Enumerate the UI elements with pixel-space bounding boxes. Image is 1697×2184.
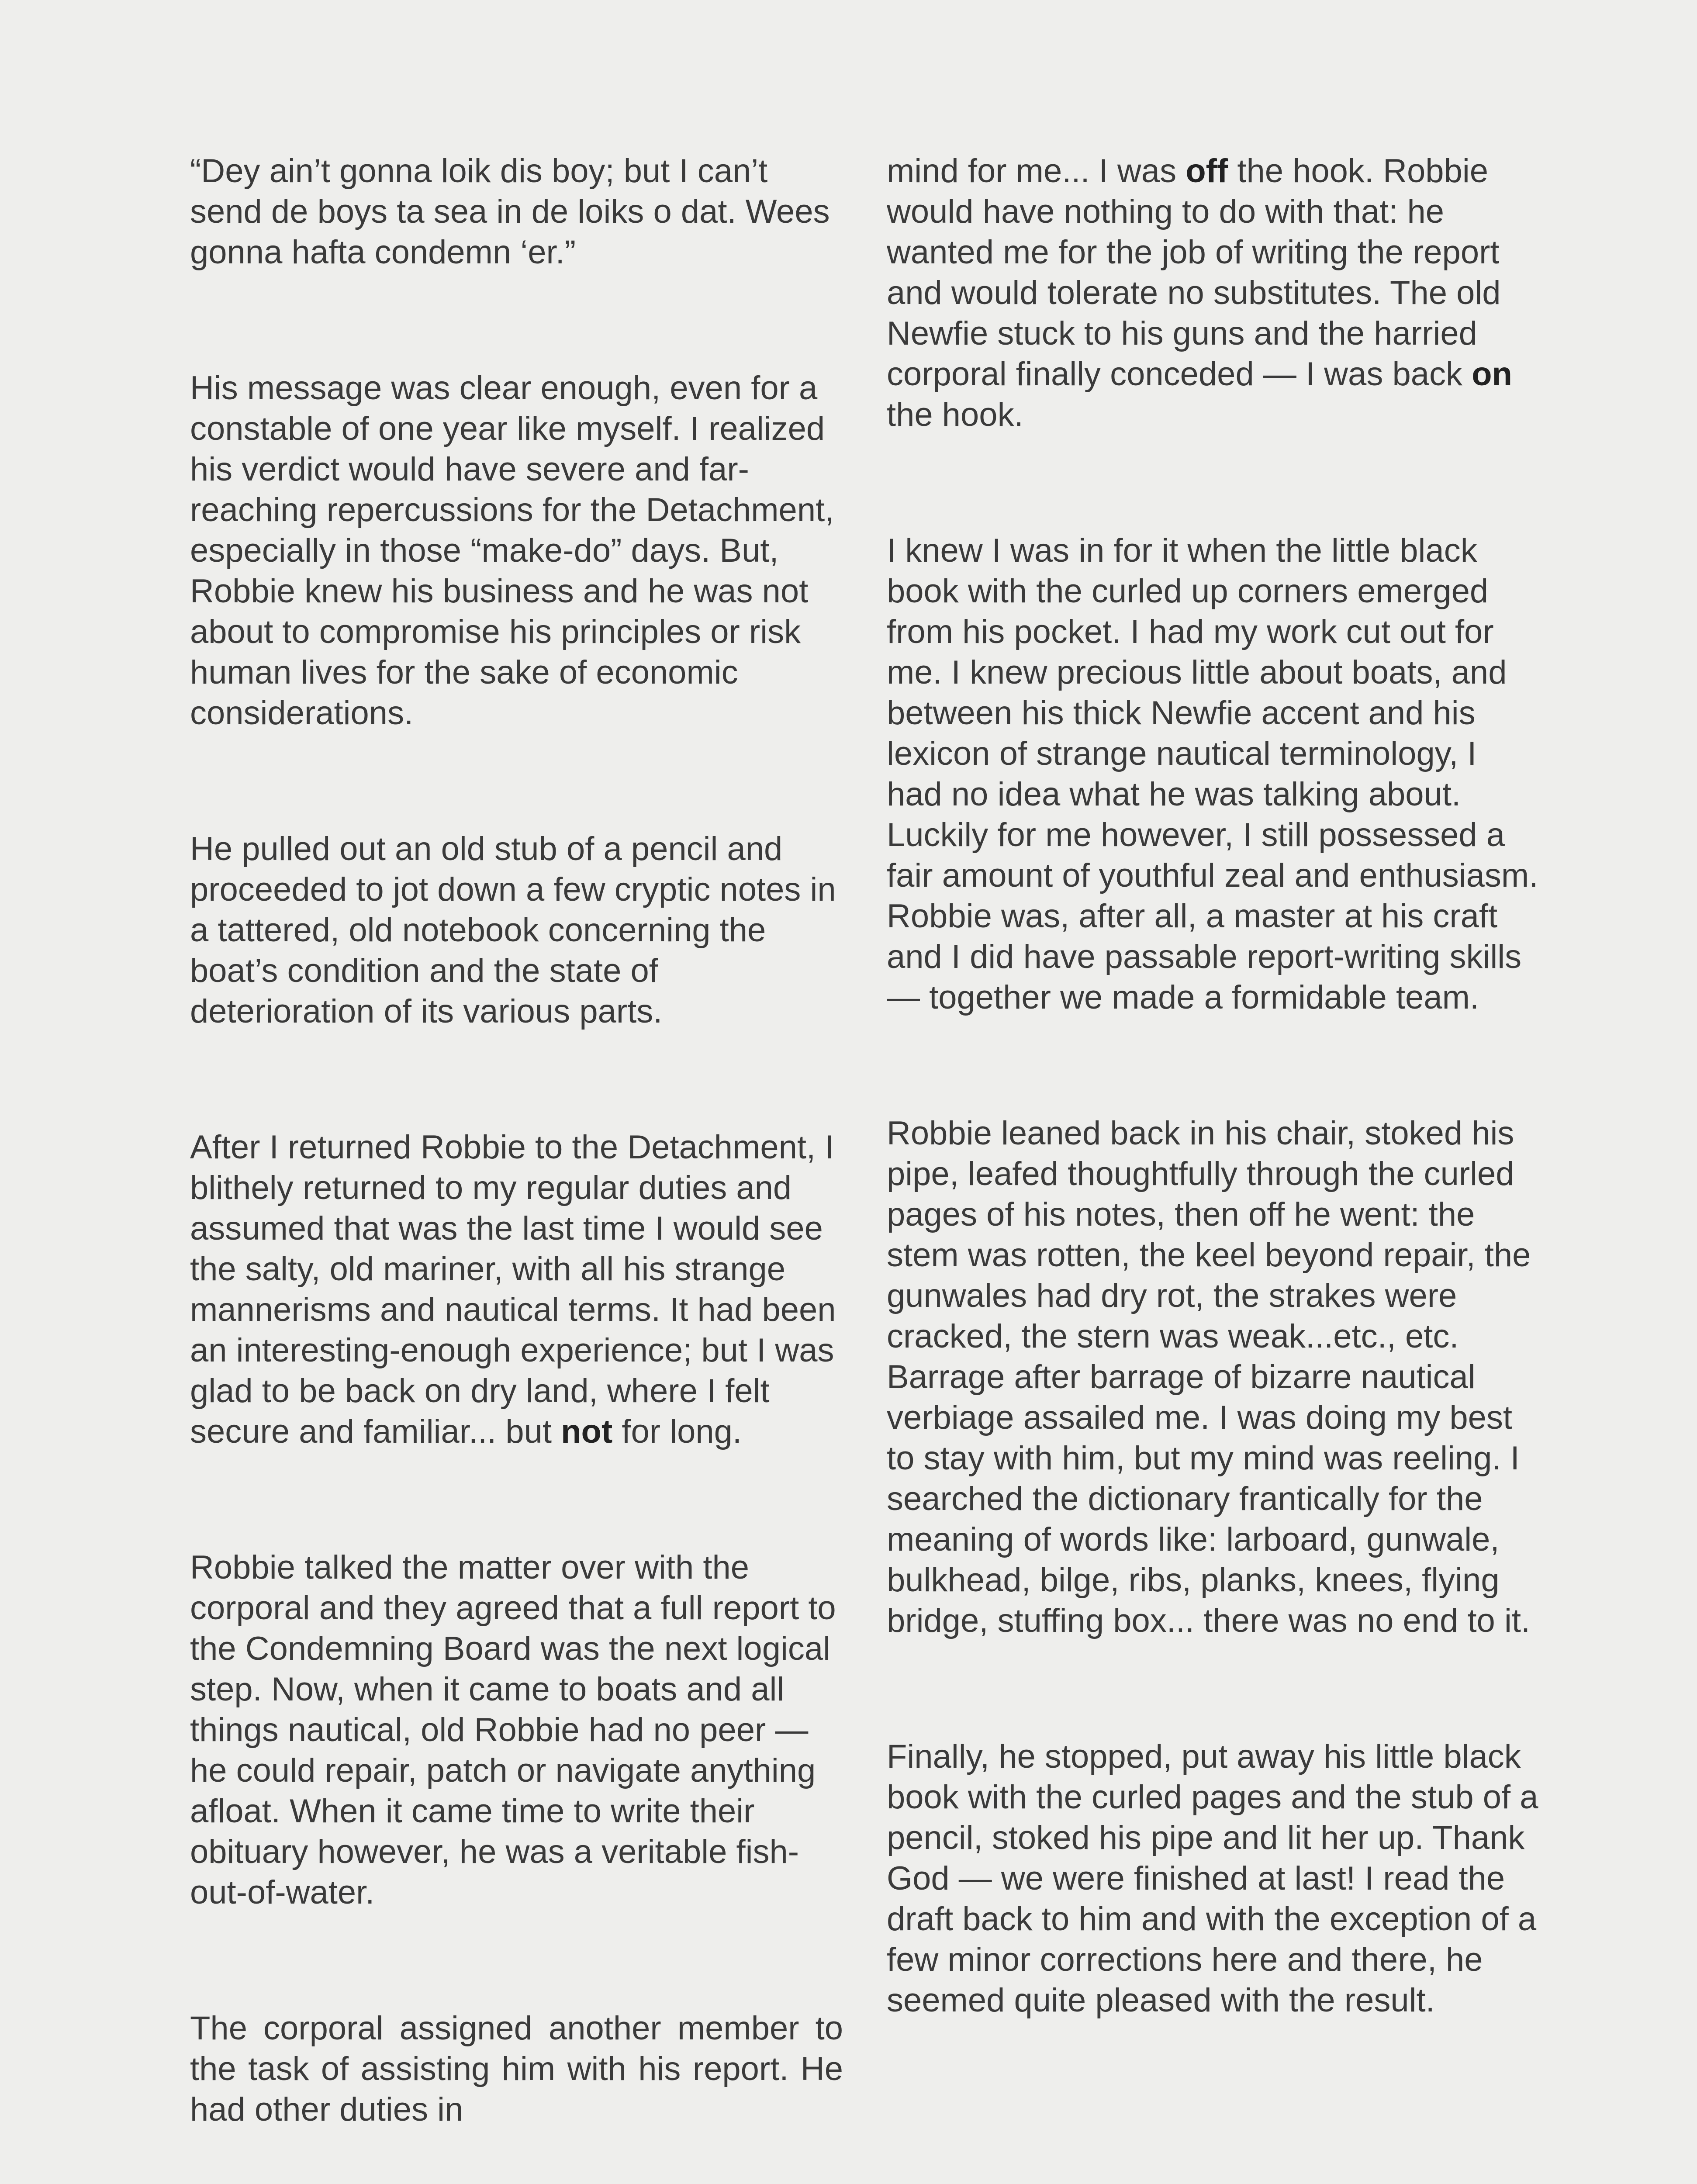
- paragraph-finish: Finally, he stopped, put away his little black book with the curled pages and the stub of a pencil, stoked his pipe and lit her up. Thank God — we were finished at last! I read the draft back to him and with the exception of a few minor corrections here and there, he seemed quite pleased with the result.: [887, 1738, 1538, 2019]
- right-column: [887, 151, 1540, 2116]
- text-run: mind for me... I was: [887, 152, 1186, 190]
- bold-text: not: [561, 1413, 613, 1450]
- paragraph-assignment: The corporal assigned another member to the task of assisting him with his report. He had other duties in: [190, 2010, 843, 2128]
- paragraph-report-plan: Robbie talked the matter over with the corporal and they agreed that a full report to the Condemning Board was the next logical step. Now, when it came to boats and all things nautical, old Robbie had no peer — he could repair, patch or navigate anything afloat. When it came time to write their obituary however, he was a veritable fish-out-of-water.: [190, 1549, 836, 1911]
- paragraph-return: [190, 1127, 843, 1452]
- paragraph-hook: [887, 151, 1540, 435]
- bold-text: off: [1185, 152, 1228, 190]
- paragraph-dictation: Robbie leaned back in his chair, stoked his pipe, leafed thoughtfully through the curled pages of his notes, then off he went: the stem was rotten, the keel beyond repair, the gunwales had dry rot, the strakes were cracked, the stern was weak...etc., etc. Barrage after barrage of bizarre nautical verbiage assailed me. I was doing my best to stay with him, but my mind was reeling. I searched the dictionary frantically for the meaning of words like: larboard, gunwale, bulkhead, bilge, ribs, planks, knees, flying bridge, stuffing box... there was no end to it.: [887, 1115, 1531, 1639]
- paragraph-black-book: I knew I was in for it when the little black book with the curled up corners emerged from his pocket. I had my work cut out for me. I knew precious little about boats, and between his thick Newfie accent and his lexicon of strange nautical terminology, I had no idea what he was talking about. Luckily for me however, I still possessed a fair amount of youthful zeal and enthusiasm. Robbie was, after all, a master at his craft and I did have passable report-writing skills — together we made a formidable team.: [887, 532, 1538, 1016]
- text-run: the hook.: [887, 396, 1023, 433]
- text-run: for long.: [612, 1413, 742, 1450]
- paragraph-verdict: His message was clear enough, even for a constable of one year like myself. I realized his verdict would have severe and far-reaching repercussions for the Detachment, especially in those “make-do” days. But, Robbie knew his business and he was not about to compromise his principles or risk human lives for the sake of economic considerations.: [190, 370, 834, 732]
- text-run: the hook. Robbie would have nothing to do with that: he wanted me for the job of writing the report and would tolerate no substitutes. The old Newfie stuck to his guns and the harried corporal finally conceded — I was back: [887, 152, 1501, 393]
- paragraph-notes: He pulled out an old stub of a pencil and proceeded to jot down a few cryptic notes in a tattered, old notebook concerning the boat’s condition and the state of deterioration of its various parts.: [190, 830, 836, 1030]
- paragraph-quote: “Dey ain’t gonna loik dis boy; but I can’t send de boys ta sea in de loiks o dat. Wees gonna hafta condemn ‘er.”: [190, 152, 830, 271]
- left-column: [190, 151, 843, 2184]
- bold-text: on: [1472, 356, 1512, 393]
- text-run: After I returned Robbie to the Detachment, I blithely returned to my regular duties and assumed that was the last time I would see the salty, old mariner, with all his strange mannerisms and nautical terms. It had been an interesting-enough experience; but I was glad to be back on dry land, where I felt secure and familiar... but: [190, 1129, 836, 1450]
